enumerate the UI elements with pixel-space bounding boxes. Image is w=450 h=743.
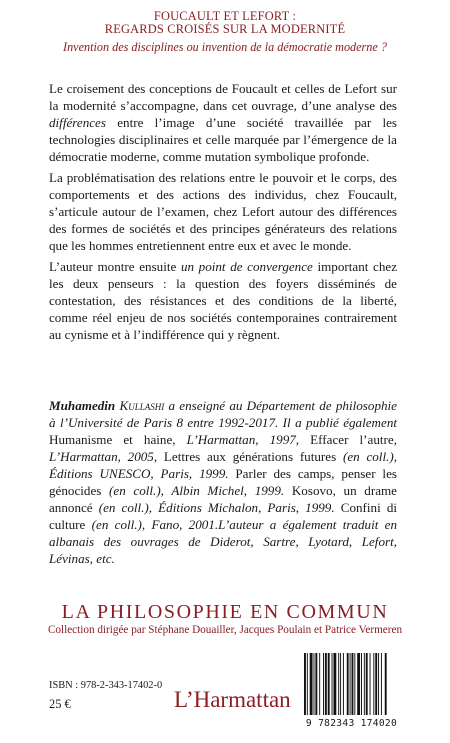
title-line-2: REGARDS CROISÉS SUR LA MODERNITÉ — [104, 22, 346, 36]
work-title: Kosovo, un drame annoncé — [49, 483, 397, 515]
work-title: Lettres aux générations futures — [163, 449, 337, 464]
publisher-logo: L’Harmattan — [174, 687, 291, 712]
collection-editors: Collection dirigée par Stéphane Douailler, Jacques Poulain et Patrice Vermeren — [47, 624, 403, 636]
author-biography — [49, 397, 397, 567]
author-name: Kullashi — [119, 398, 165, 413]
summary-paragraph-1: Le croisement des conceptions de Foucault et celles de Lefort sur la modernité s’accompagne, dans cet ouvrage, d’une analyse des différences entre l’image d’une société travaillée par les technologies disciplinaires et celle marquée par l’émergence de la démocratie moderne, comme mutation symbolique profonde. — [49, 81, 397, 164]
isbn: ISBN : 978-2-343-17402-0 — [49, 680, 163, 691]
title-line-1: FOUCAULT ET LEFORT : — [153, 9, 297, 23]
back-cover-summary — [49, 80, 397, 347]
series-name: LA PHILOSOPHIE EN COMMUN — [61, 601, 389, 623]
barcode-number: 9 782343 174020 — [305, 718, 398, 729]
summary-paragraph-3: L’auteur montre ensuite un point de convergence important chez les deux penseurs : la question des foyers disséminés de contestation, des résistances et des conditions de la liberté, comme réel enjeu de nos sociétés contemporaines contrairement au cynisme et à l’indifférence qui y règnent. — [49, 259, 398, 342]
work-title: Confini di culture — [49, 500, 398, 532]
bio-paragraph: Muhamedin Kullashi a enseigné au Département de philosophie à l’Université de Paris 8 entre 1992-2017. Il a publié également Humanisme et haine, L’Harmattan, 1997, Effacer l’autre, L’Harmattan, 2005, Lettres aux générations futures (en coll.), Éditions UNESCO, Paris, 1999. Parler des camps, penser les génocides (en coll.), Albin Michel, 1999. Kosovo, un drame annoncé (en coll.), Éditions Michalon, Paris, 1999. Confini di culture (en coll.), Fano, 2001.L’auteur a également traduit en albanais des ouvrages de Diderot, Sartre, Lyotard, Lefort, Lévinas, etc. — [49, 398, 398, 566]
book-subtitle: Invention des disciplines ou invention de la démocratie moderne ? — [63, 40, 387, 54]
summary-paragraph-2: La problématisation des relations entre le pouvoir et le corps, des comportements et des actions des individus, chez Foucault, s’articule autour de l’examen, chez Lefort autour des différences des formes de sociétés et des principes générateurs des relations que les hommes entretiennent entre eux et avec le monde. — [49, 170, 397, 253]
price: 25 € — [49, 697, 71, 711]
barcode-icon — [300, 653, 403, 717]
book-title — [0, 10, 450, 36]
work-title: Parler des camps, penser les génocides — [49, 466, 397, 498]
barcode — [300, 653, 403, 729]
work-title: Humanisme et haine — [49, 432, 173, 447]
work-title: Effacer l’autre — [310, 432, 394, 447]
